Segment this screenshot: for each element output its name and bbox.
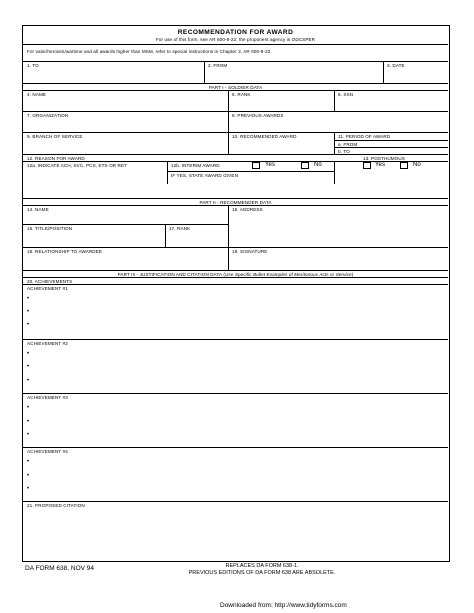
date-field[interactable]	[386, 68, 446, 82]
branch-label: 9. BRANCH OF SERVICE	[27, 134, 83, 139]
bullet: •	[27, 459, 30, 465]
recommender-rank-field[interactable]	[168, 232, 225, 246]
instructions-text: For valor/heroism/wartime and all awards higher than MSM, refer to special instructions in Chapter 3, AR 600-8-22.	[27, 49, 272, 54]
previous-awards-label: 8. PREVIOUS AWARDS	[232, 113, 284, 118]
part3-title: PART III - JUSTIFICATION AND CITATION DATA (Use Specific Bullet Examples of Meritorious Acts or Service)	[117, 272, 354, 277]
reason-label: 12. REASON FOR AWARD	[27, 156, 85, 161]
divider	[228, 90, 229, 111]
bullet: •	[27, 405, 30, 411]
divider	[167, 161, 168, 184]
bullet: •	[27, 378, 30, 384]
divider	[23, 44, 448, 45]
to-field[interactable]	[25, 68, 201, 82]
form-number: DA FORM 638, NOV 94	[25, 565, 94, 572]
divider	[23, 111, 448, 112]
interim-label: 12b. INTERIM AWARD	[171, 163, 220, 168]
signature-field[interactable]	[231, 255, 446, 269]
bullet: •	[27, 309, 30, 315]
recommender-name-label: 14. NAME	[27, 207, 49, 212]
divider	[228, 132, 229, 154]
achievement-4-label: ACHIEVEMENT #4	[27, 449, 68, 454]
from-field[interactable]	[207, 68, 381, 82]
address-label: 15. ADDRESS	[232, 207, 263, 212]
soldier-name-label: 4. NAME	[27, 92, 47, 97]
replaces-note: REPLACES DA FORM 638-1.	[225, 563, 299, 569]
relationship-field[interactable]	[25, 255, 225, 269]
divider	[23, 224, 228, 225]
form-subtitle: For use of this form, see AR 600-8-22; the proponent agency is ODCSPER	[155, 37, 316, 42]
posthumous-no-checkbox[interactable]	[400, 162, 408, 169]
soldier-name-field[interactable]	[25, 97, 225, 110]
achievement-3-field[interactable]	[35, 401, 446, 445]
indicate-field[interactable]	[25, 169, 165, 183]
divider	[228, 111, 229, 132]
divider	[23, 247, 448, 248]
organization-label: 7. ORGANIZATION	[27, 113, 69, 118]
to-label: 1. TO	[27, 63, 39, 68]
proposed-citation-field[interactable]	[25, 510, 446, 559]
interim-yes-checkbox[interactable]	[252, 162, 260, 169]
period-from-label: a. FROM	[338, 142, 358, 147]
download-source-link[interactable]: Downloaded from: http://www.tidyforms.com	[220, 602, 347, 609]
bullet: •	[27, 473, 30, 479]
bullet: •	[27, 419, 30, 425]
divider	[23, 205, 448, 206]
branch-field[interactable]	[25, 139, 225, 153]
posthumous-no-label: No	[413, 162, 421, 168]
divider	[23, 90, 448, 91]
divider	[23, 154, 448, 155]
achievement-2-label: ACHIEVEMENT #2	[27, 341, 68, 346]
divider	[204, 61, 205, 83]
address-field[interactable]	[231, 213, 446, 245]
divider	[334, 90, 335, 111]
bullet: •	[27, 351, 30, 357]
achievement-1-label: ACHIEVEMENT #1	[27, 286, 68, 291]
divider	[23, 198, 448, 199]
date-label: 3. DATE	[387, 63, 405, 68]
bullet: •	[27, 322, 30, 328]
previous-awards-field[interactable]	[231, 118, 446, 131]
soldier-rank-field[interactable]	[231, 97, 331, 110]
divider	[23, 393, 448, 394]
interim-yes-label: Yes	[265, 162, 276, 168]
previous-editions-note: PREVIOUS EDITIONS OF DA FORM 638 ARE ABSOLETE.	[188, 570, 336, 576]
divider	[23, 83, 448, 84]
divider	[334, 132, 335, 154]
divider	[23, 61, 448, 62]
recommender-rank-label: 17. RANK	[169, 226, 191, 231]
posthumous-yes-checkbox[interactable]	[363, 162, 371, 169]
period-label: 11. PERIOD OF AWARD	[338, 134, 391, 139]
divider	[23, 132, 448, 133]
organization-field[interactable]	[25, 118, 225, 131]
state-award-field[interactable]	[250, 172, 333, 183]
divider	[23, 339, 448, 340]
ssn-label: 6. SSN	[338, 92, 354, 97]
divider	[23, 284, 448, 285]
title-position-field[interactable]	[25, 232, 163, 246]
divider	[23, 501, 448, 502]
soldier-rank-label: 5. RANK	[232, 92, 251, 97]
award-form	[22, 25, 450, 562]
achievements-label: 20. ACHIEVEMENTS	[27, 279, 73, 284]
bullet: •	[27, 364, 30, 370]
divider	[165, 224, 166, 247]
from-label: 2. FROM	[208, 63, 228, 68]
title-position-label: 16. TITLE/POSITION	[27, 226, 73, 231]
ssn-field[interactable]	[337, 97, 446, 110]
form-title: RECOMMENDATION FOR AWARD	[177, 29, 294, 36]
interim-no-label: No	[314, 162, 322, 168]
bullet: •	[27, 432, 30, 438]
bullet: •	[27, 486, 30, 492]
indicate-label: 12a. INDICATE ACH, SVC, PCS, ETS OR RET	[27, 163, 128, 168]
divider	[334, 161, 335, 184]
divider	[383, 61, 384, 83]
part2-title: PART II - RECOMMENDER DATA	[199, 200, 272, 205]
part1-title: PART I - SOLDIER DATA	[208, 85, 263, 90]
relationship-label: 18. RELATIONSHIP TO AWARDEE	[27, 249, 103, 254]
divider	[23, 447, 448, 448]
posthumous-yes-label: Yes	[375, 162, 386, 168]
proposed-citation-label: 21. PROPOSED CITATION	[27, 503, 85, 508]
period-to-label: b. TO	[338, 149, 350, 154]
divider	[23, 277, 448, 278]
achievement-1-field[interactable]	[35, 292, 446, 336]
divider	[23, 270, 448, 271]
period-from-field[interactable]	[368, 141, 446, 147]
bullet: •	[27, 296, 30, 302]
achievement-4-field[interactable]	[35, 455, 446, 499]
divider	[228, 205, 229, 270]
recommended-award-field[interactable]	[231, 139, 331, 153]
recommended-award-label: 10. RECOMMENDED AWARD	[232, 134, 297, 139]
posthumous-label: 13. POSTHUMOUS	[363, 156, 405, 161]
recommender-name-field[interactable]	[25, 213, 225, 223]
signature-label: 19. SIGNATURE	[232, 249, 268, 254]
achievement-3-label: ACHIEVEMENT #3	[27, 395, 68, 400]
state-award-label: IF YES, STATE AWARD GIVEN	[171, 173, 238, 178]
achievement-2-field[interactable]	[35, 347, 446, 391]
interim-no-checkbox[interactable]	[301, 162, 309, 169]
